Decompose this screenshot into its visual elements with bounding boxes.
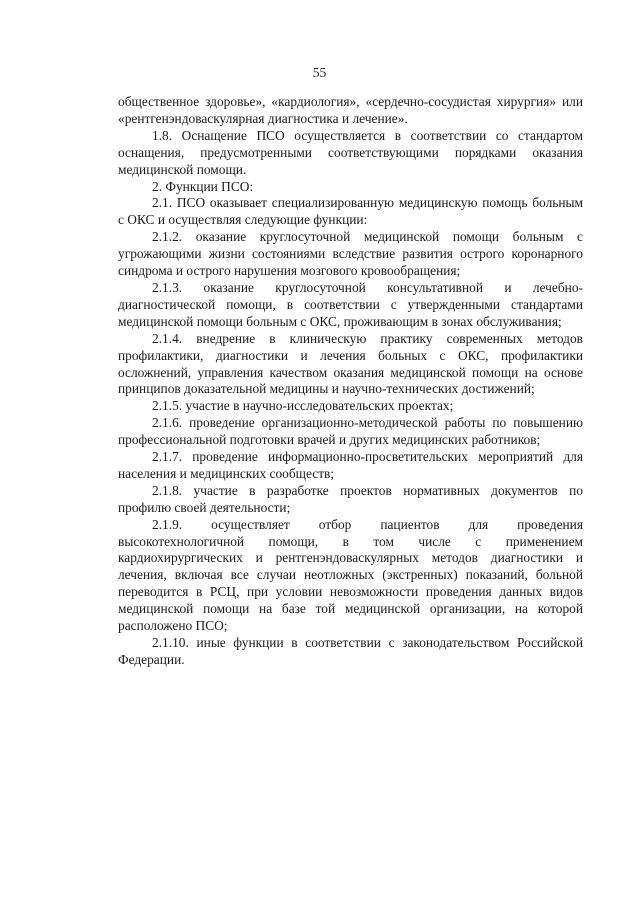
paragraph-2-1-5: 2.1.5. участие в научно-исследовательских проектах; [152, 398, 454, 414]
page-number: 55 [312, 65, 327, 80]
document-body [118, 94, 583, 669]
paragraph-2-1-6: 2.1.6. проведение организационно-методической работы по повышению профессиональной подготовки врачей и других медицинских работников; [118, 415, 583, 448]
paragraph-2-1-8: 2.1.8. участие в разработке проектов нормативных документов по профилю своей деятельности; [118, 482, 583, 515]
paragraph-2-1-2: 2.1.2. оказание круглосуточной медицинской помощи больным с угрожающими жизни состояниями вследствие развития острого коронарного синдрома и острого нарушения мозгового кровообращения; [118, 229, 583, 279]
paragraph-2-1-9: 2.1.9. осуществляет отбор пациентов для проведения высокотехнологичной помощи, в том числе с применением кардиохирургических и рентгенэндоваскулярных методов диагностики и лечения, включая все случаи неотложных (экстренных) показаний, больной переводится в РСЦ, при условии невозможности проведения данных видов медицинской помощи на базе той медицинской организации, на которой расположено ПСО; [118, 516, 583, 634]
paragraph-2-1-4: 2.1.4. внедрение в клиническую практику современных методов профилактики, диагностики и лечения больных с ОКС, профилактики осложнений, управления качеством оказания медицинской помощи на основе принципов доказательной медицины и научно-технических достижений; [118, 330, 583, 397]
paragraph-2-1: 2.1. ПСО оказывает специализированную медицинскую помощь больным с ОКС и осуществляя следующие функции: [118, 195, 583, 228]
paragraph-1-8: 1.8. Оснащение ПСО осуществляется в соответствии со стандартом оснащения, предусмотренными соответствующими порядками оказания медицинской помощи. [118, 127, 583, 177]
paragraph-2-1-3: 2.1.3. оказание круглосуточной консультативной и лечебно-диагностической помощи, в соответствии с утвержденными стандартами медицинской помощи больным с ОКС, проживающим в зонах обслуживания; [118, 279, 583, 329]
paragraph-2-heading: 2. Функции ПСО: [152, 178, 254, 194]
paragraph-2-1-7: 2.1.7. проведение информационно-просветительских мероприятий для населения и медицинских сообществ; [118, 449, 583, 481]
paragraph-2-1-10: 2.1.10. иные функции в соответствии с законодательством Российской Федерации. [118, 635, 583, 667]
paragraph-specialties-continuation: общественное здоровье», «кардиология», «сердечно-сосудистая хирургия» или «рентгенэндоваскулярная диагностика и лечение». [118, 94, 583, 126]
